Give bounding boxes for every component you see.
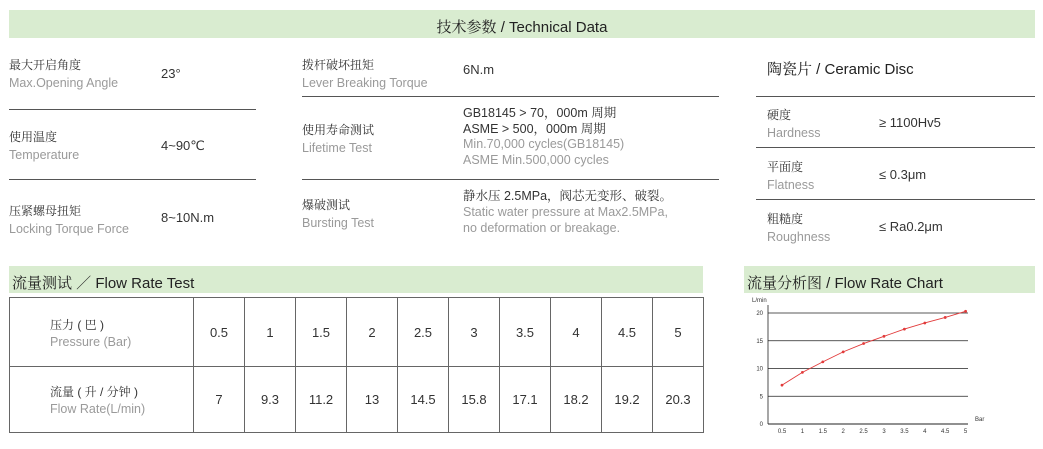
spec-label-zh: 使用温度 xyxy=(9,130,58,144)
divider xyxy=(9,179,256,180)
flow-cell: 9.3 xyxy=(245,367,296,433)
x-tick-label: 2 xyxy=(841,429,845,435)
spec-value: ≥ 1100Hv5 xyxy=(879,115,941,130)
pressure-cell: 5 xyxy=(653,298,704,367)
divider xyxy=(756,96,1035,97)
pressure-cell: 3 xyxy=(449,298,500,367)
flow-cell: 15.8 xyxy=(449,367,500,433)
data-point xyxy=(883,335,886,338)
table-row-pressure xyxy=(10,298,704,367)
spec-label-en: Locking Torque Force xyxy=(9,222,129,236)
spec-row-lever-torque xyxy=(302,56,428,90)
pressure-cell: 3.5 xyxy=(500,298,551,367)
spec-value: 4~90℃ xyxy=(161,138,205,153)
pressure-label-en: Pressure (Bar) xyxy=(50,334,132,349)
lifetime-value-en-1: Min.70,000 cycles(GB18145) xyxy=(463,137,625,151)
flow-cell: 14.5 xyxy=(398,367,449,433)
x-tick-label: 3 xyxy=(882,429,886,435)
x-tick-label: 2.5 xyxy=(859,429,868,435)
x-tick-label: 4.5 xyxy=(941,429,950,435)
x-tick-label: 4 xyxy=(923,429,927,435)
flow-cell: 11.2 xyxy=(296,367,347,433)
flow-cell: 20.3 xyxy=(653,367,704,433)
flow-label-en: Flow Rate(L/min) xyxy=(50,402,146,416)
spec-value: ≤ Ra0.2μm xyxy=(879,219,943,234)
divider xyxy=(302,179,719,180)
x-tick-label: 0.5 xyxy=(777,429,787,435)
data-point xyxy=(923,322,926,325)
flow-series-line xyxy=(782,311,966,385)
data-point xyxy=(801,371,804,374)
x-tick-label: 3.5 xyxy=(900,429,909,435)
x-tick-label: 1.5 xyxy=(818,429,827,435)
flow-header xyxy=(10,367,194,433)
ceramic-row-roughness xyxy=(767,210,830,244)
flow-cell: 19.2 xyxy=(602,367,653,433)
pressure-cell: 4.5 xyxy=(602,298,653,367)
spec-label-zh: 粗糙度 xyxy=(767,212,804,226)
data-point xyxy=(903,328,906,331)
flow-cell: 18.2 xyxy=(551,367,602,433)
data-point xyxy=(862,342,865,345)
spec-label-zh: 平面度 xyxy=(767,160,804,174)
technical-data-header xyxy=(9,10,1035,38)
x-tick-label: 5 xyxy=(963,429,968,435)
divider xyxy=(302,96,719,97)
ceramic-row-hardness xyxy=(767,106,821,140)
divider xyxy=(9,109,256,110)
x-tick-label: 1 xyxy=(800,429,805,435)
pressure-cell: 1.5 xyxy=(296,298,347,367)
y-tick-label: 5 xyxy=(759,394,763,401)
spec-label-zh: 使用寿命测试 xyxy=(302,123,375,137)
spec-label-en: Roughness xyxy=(767,230,831,244)
spec-label-en: Temperature xyxy=(9,148,80,162)
y-tick-label: 10 xyxy=(756,366,763,373)
pressure-header xyxy=(10,298,194,367)
spec-row-bursting xyxy=(302,196,374,230)
flow-test-header xyxy=(9,266,703,293)
pressure-cell: 2.5 xyxy=(398,298,449,367)
spec-row-opening-angle xyxy=(9,56,118,90)
lifetime-value-en-2: ASME Min.500,000 cycles xyxy=(463,152,609,167)
y-tick-label: 0 xyxy=(759,422,763,428)
flow-cell: 17.1 xyxy=(500,367,551,433)
ceramic-title: 陶瓷片 / Ceramic Disc xyxy=(767,61,914,78)
pressure-cell: 1 xyxy=(245,298,296,367)
flow-cell: 7 xyxy=(194,367,245,433)
bursting-value: 静水压 2.5MPa，阀芯无变形、破裂。 xyxy=(463,189,673,203)
spec-label-en: Bursting Test xyxy=(302,216,375,230)
spec-row-temperature xyxy=(9,128,79,162)
data-point xyxy=(842,350,845,353)
spec-label-zh: 爆破测试 xyxy=(302,198,351,212)
flow-label-zh: 流量 ( 升 / 分钟 ) xyxy=(50,385,138,399)
y-tick-label: 15 xyxy=(756,338,763,345)
flow-chart-header xyxy=(744,266,1035,293)
pressure-cell: 0.5 xyxy=(194,298,245,367)
data-point xyxy=(781,384,784,387)
spec-label-zh: 压紧螺母扭矩 xyxy=(9,204,82,218)
flow-test-title: 流量测试 ／ Flow Rate Test xyxy=(12,275,195,292)
data-point xyxy=(821,360,824,363)
flow-chart-title: 流量分析图 / Flow Rate Chart xyxy=(747,275,943,292)
pressure-label-zh: 压力 ( 巴 ) xyxy=(50,317,104,332)
spec-row-locking-torque xyxy=(9,202,129,236)
spec-value: 6N.m xyxy=(463,62,495,77)
pressure-cell: 2 xyxy=(347,298,398,367)
spec-label-zh: 硬度 xyxy=(767,108,792,122)
spec-row-lifetime xyxy=(302,121,374,155)
spec-value: 8~10N.m xyxy=(161,210,215,225)
flow-cell: 13 xyxy=(347,367,398,433)
lifetime-values xyxy=(463,106,624,168)
y-tick-label: 20 xyxy=(756,311,763,317)
spec-label-en: Lifetime Test xyxy=(302,141,372,155)
flow-rate-table xyxy=(9,297,704,433)
bursting-value-en-2: no deformation or breakage. xyxy=(463,221,621,235)
lifetime-value-2: ASME > 500，000m 周期 xyxy=(463,121,606,136)
lifetime-value-1: GB18145 > 70，000m 周期 xyxy=(463,106,617,120)
x-axis-label: Bar xyxy=(975,417,985,423)
pressure-cell: 4 xyxy=(551,298,602,367)
data-point xyxy=(944,316,947,319)
spec-label-en: Hardness xyxy=(767,126,821,140)
spec-value: ≤ 0.3μm xyxy=(879,167,927,182)
table-row-flow xyxy=(10,367,704,433)
bursting-values xyxy=(463,188,672,236)
spec-label-en: Max.Opening Angle xyxy=(9,76,119,90)
spec-label-zh: 最大开启角度 xyxy=(9,58,82,72)
divider xyxy=(756,147,1035,148)
spec-label-zh: 拨杆破坏扭矩 xyxy=(302,58,375,72)
flow-rate-chart xyxy=(744,295,1039,445)
spec-value: 23° xyxy=(161,66,181,81)
bursting-value-en-1: Static water pressure at Max2.5MPa, xyxy=(463,205,668,219)
ceramic-row-flatness xyxy=(767,158,814,192)
spec-label-en: Lever Breaking Torque xyxy=(302,76,428,90)
divider xyxy=(756,199,1035,200)
technical-data-title: 技术参数 / Technical Data xyxy=(436,19,608,36)
y-axis-label: L/min xyxy=(752,298,767,304)
data-point xyxy=(964,310,967,313)
spec-label-en: Flatness xyxy=(767,178,815,192)
